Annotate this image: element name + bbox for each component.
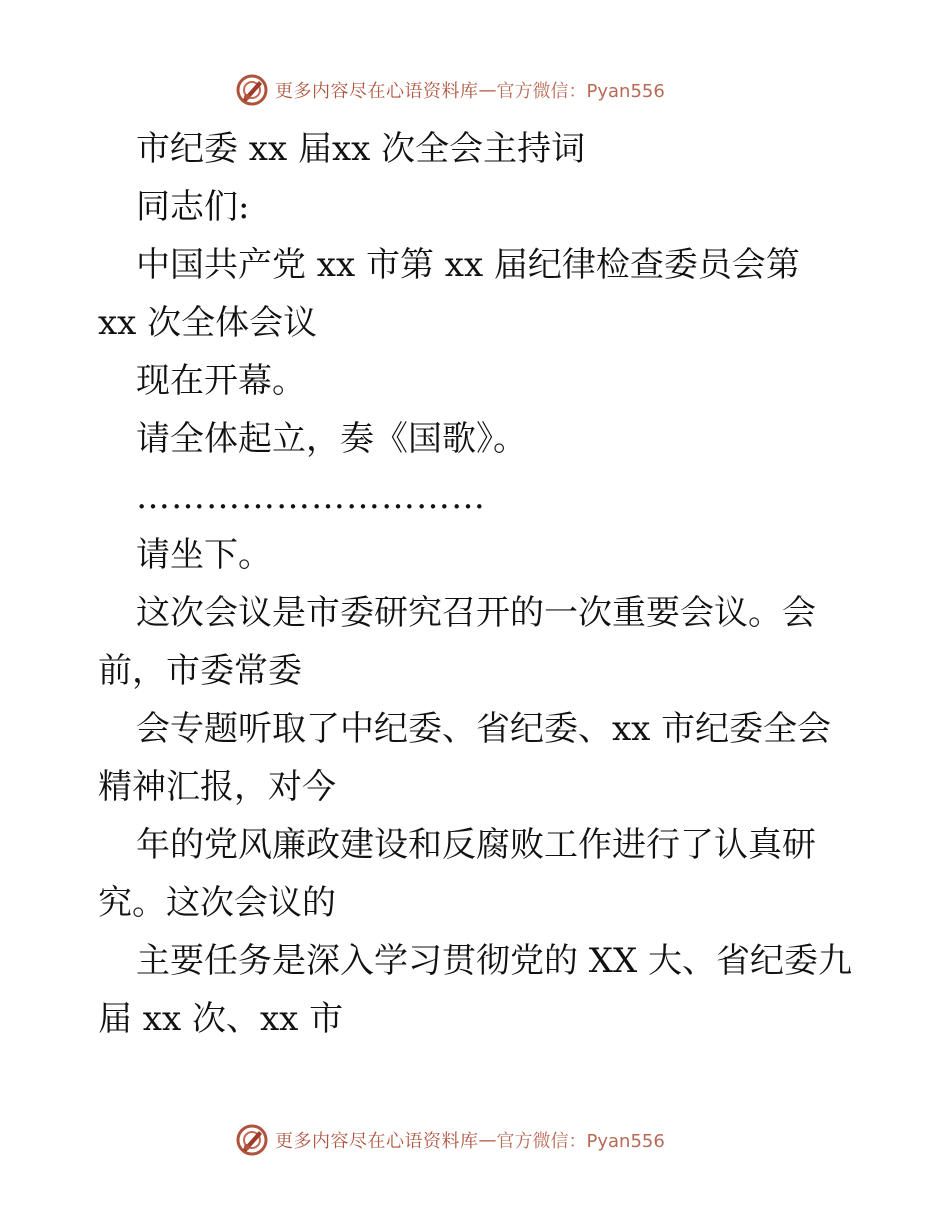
paragraph-line: 现在开幕。 bbox=[136, 361, 306, 401]
header-banner bbox=[235, 72, 665, 108]
paragraph-line: 究。这次会议的 bbox=[98, 883, 336, 923]
salutation: 同志们: bbox=[136, 187, 250, 227]
paragraph-line: 请坐下。 bbox=[136, 535, 272, 575]
paragraph-line: 年的党风廉政建设和反腐败工作进行了认真研 bbox=[136, 825, 816, 865]
banner-wechat: 官方微信：Pyan556 bbox=[496, 81, 665, 102]
document-body bbox=[98, 120, 878, 1048]
brand-logo-icon bbox=[235, 1123, 269, 1157]
paragraph-line: 中国共产党 xx 市第 xx 届纪律检查委员会第 bbox=[136, 245, 800, 285]
document-title: 市纪委 xx 届xx 次全会主持词 bbox=[136, 129, 586, 169]
banner-title: 更多内容尽在心语资料库 bbox=[275, 81, 479, 102]
paragraph-line: 精神汇报，对今 bbox=[98, 767, 336, 807]
footer-banner bbox=[235, 1122, 665, 1158]
banner-separator: — bbox=[478, 1129, 497, 1151]
paragraph-line: xx 次全体会议 bbox=[98, 303, 318, 343]
paragraph-line: 这次会议是市委研究召开的一次重要会议。会 bbox=[136, 593, 816, 633]
paragraph-line: 请全体起立，奏《国歌》。 bbox=[136, 419, 527, 459]
paragraph-line: 届 xx 次、xx 市 bbox=[98, 999, 344, 1039]
banner-separator: — bbox=[478, 79, 497, 101]
ellipsis-line: ………………………… bbox=[136, 477, 486, 517]
banner-title: 更多内容尽在心语资料库 bbox=[275, 1131, 479, 1152]
paragraph-line: 前，市委常委 bbox=[98, 651, 302, 691]
brand-logo-icon bbox=[235, 73, 269, 107]
paragraph-line: 会专题听取了中纪委、省纪委、xx 市纪委全会 bbox=[136, 709, 832, 749]
banner-wechat: 官方微信：Pyan556 bbox=[496, 1131, 665, 1152]
paragraph-line: 主要任务是深入学习贯彻党的 XX 大、省纪委九 bbox=[136, 941, 853, 981]
